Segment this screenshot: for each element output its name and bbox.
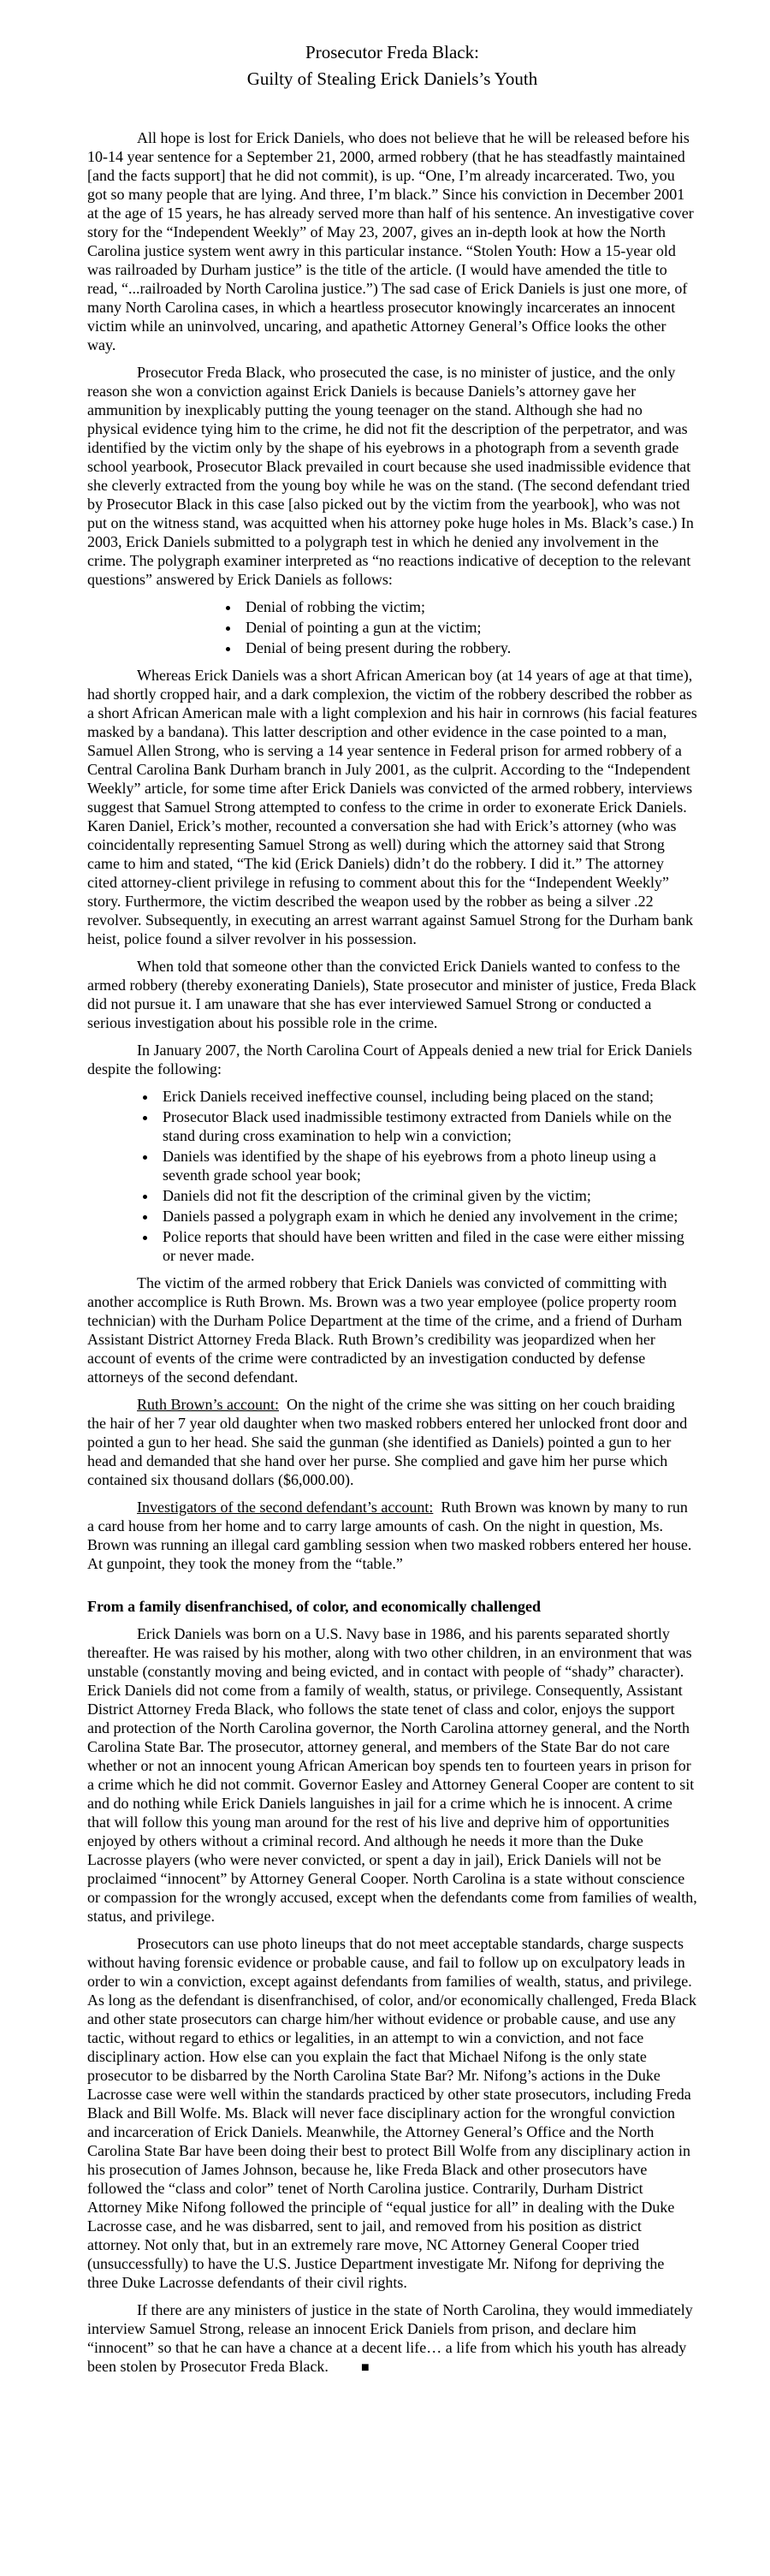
- paragraph-closing: [87, 2300, 697, 2377]
- end-of-article-mark: ■: [360, 2360, 370, 2375]
- ruth-brown-account-text: On the night of the crime she was sitting on her couch braiding the hair of her 7 year old daughter when two masked robbers entered her unlocked front door and pointed a gun to her head. She said the gunman (she identified as Daniels) pointed a gun to her head and demanded that she hand over her purse. She complied and gave him her purse which contained six thousand dollars ($6,000.00).: [87, 1396, 688, 1488]
- paragraph-family-background: Erick Daniels was born on a U.S. Navy base in 1986, and his parents separated shortly thereafter. He was raised by his mother, along with two other children, in an environment that was unstable (constantly moving and being evicted, and in contact with people of “shady” character). Erick Daniels did not come from a family of wealth, status, or privilege. Consequently, Assistant District Attorney Freda Black, who follows the state tenet of class and color, enjoys the support and protection of the North Carolina governor, the North Carolina attorney general, and the North Carolina State Bar. The prosecutor, attorney general, and members of the State Bar do not care whether or not an innocent young African American boy spends ten to fourteen years in prison for a crime which he did not commit. Governor Easley and Attorney General Cooper are content to sit and do nothing while Erick Daniels languishes in jail for a crime which he is innocent. A crime that will follow this young man around for the rest of his live and deprive him of opportunities enjoyed by others without a criminal record. And although he needs it more than the Duke Lacrosse players (who were never convicted, or spent a day in jail), Erick Daniels will not be proclaimed “innocent” by Attorney General Cooper. North Carolina is a state without conscience or compassion for the wrongly accused, except when the defendants come from families of wealth, status, and privilege.: [87, 1625, 697, 1925]
- paragraph-ruth-brown-account: [87, 1395, 697, 1489]
- paragraph-victim-ruth-brown: The victim of the armed robbery that Erick Daniels was convicted of committing with another accomplice is Ruth Brown. Ms. Brown was a two year employee (police property room technician) with the Durham Police Department at the time of the crime, and a friend of Durham Assistant District Attorney Freda Black. Ruth Brown’s credibility was jeopardized when her account of events of the crime were contradicted by an investigation conducted by defense attorneys of the second defendant.: [87, 1274, 683, 1386]
- title-line-1: Prosecutor Freda Black:: [305, 42, 479, 62]
- bullet-item: • Police reports that should have been written and filed in the case were either missing or never made.: [157, 1227, 697, 1265]
- paragraph-appeals-denied: In January 2007, the North Carolina Court of Appeals denied a new trial for Erick Daniels despite the following:: [87, 1042, 692, 1077]
- investigators-account-lead: Investigators of the second defendant’s account:: [137, 1499, 434, 1516]
- ruth-brown-account-lead: Ruth Brown’s account:: [137, 1396, 279, 1413]
- bullet-item: • Denial of robbing the victim;: [240, 597, 697, 616]
- paragraph-prosecutor-standards: Prosecutors can use photo lineups that do not meet acceptable standards, charge suspects without having forensic evidence or probable cause, and fail to follow up on exculpatory leads in order to win a conviction, except against defendants from families of wealth, status, and privilege. As long as the defendant is disenfranchised, of color, and/or economically challenged, Freda Black and other state prosecutors can charge him/her without evidence or probable cause, and use any tactic, without regard to ethics or legalities, in an attempt to win a conviction, and not face disciplinary action. How else can you explain the fact that Michael Nifong is the only state prosecutor to be disbarred by the North Carolina State Bar? Mr. Nifong’s actions in the Duke Lacrosse case were well within the standards practiced by other state prosecutors, including Freda Black and Bill Wolfe. Ms. Black will never face disciplinary action for the wrongful conviction and incarceration of Erick Daniels. Meanwhile, the Attorney General’s Office and the North Carolina State Bar have been doing their best to protect Bill Wolfe from any disciplinary action in his prosecution of James Johnson, because he, like Freda Black and other prosecutors have followed the “class and color” tenet of North Carolina justice. Contrarily, Durham District Attorney Mike Nifong followed the principle of “equal justice for all” in dealing with the Duke Lacrosse case, and he was disbarred, sent to jail, and removed from his position as district attorney. Not only that, but in an extremely rare move, NC Attorney General Cooper tried (unsuccessfully) to have the U.S. Justice Department investigate Mr. Nifong for depriving the three Duke Lacrosse defendants of their civil rights.: [87, 1935, 697, 2291]
- polygraph-denial-list: [87, 597, 697, 657]
- paragraph-description-strong: Whereas Erick Daniels was a short African American boy (at 14 years of age at that time), had shortly cropped hair, and a dark complexion, the victim of the robbery described the robber as a short African American male with a light complexion and his hair in cornrows (his facial features masked by a bandana). This latter description and other evidence in the case pointed to a man, Samuel Allen Strong, who is serving a 14 year sentence in Federal prison for armed robbery of a Central Carolina Bank Durham branch in July 2001, as the culprit. According to the “Independent Weekly” article, for some time after Erick Daniels was convicted of the armed robbery, interviews suggest that Samuel Strong attempted to confess to the crime in order to exonerate Erick Daniels. Karen Daniel, Erick’s mother, recounted a conversation she had with Erick’s attorney (who was coincidentally representing Samuel Strong as well) during which the attorney said that Strong came to him and stated, “The kid (Erick Daniels) didn’t do the robbery. I did it.” The attorney cited attorney-client privilege in refusing to comment about this for the “Independent Weekly” story. Furthermore, the victim described the weapon used by the robber as being a silver .22 revolver. Subsequently, in executing an arrest warrant against Samuel Strong for the Durham bank heist, police found a silver revolver in his possession.: [87, 667, 697, 947]
- bullet-item: • Daniels did not fit the description of the criminal given by the victim;: [157, 1186, 697, 1205]
- paragraph-confession-ignored: When told that someone other than the convicted Erick Daniels wanted to confess to the armed robbery (thereby exonerating Daniels), State prosecutor and minister of justice, Freda Black did not pursue it. I am unaware that she has ever interviewed Samuel Strong or conducted a serious investigation about his possible role in the crime.: [87, 958, 696, 1031]
- bullet-item: • Denial of being present during the robbery.: [240, 638, 697, 657]
- bullet-item: • Daniels was identified by the shape of his eyebrows from a photo lineup using a seventh grade school year book;: [157, 1147, 697, 1184]
- title-line-2: Guilty of Stealing Erick Daniels’s Youth: [246, 68, 538, 89]
- bullet-item: • Daniels passed a polygraph exam in which he denied any involvement in the crime;: [157, 1207, 697, 1226]
- paragraph-investigators-account: [87, 1498, 697, 1573]
- bullet-item: • Denial of pointing a gun at the victim;: [240, 618, 697, 637]
- bullet-item: • Erick Daniels received ineffective counsel, including being placed on the stand;: [157, 1087, 697, 1106]
- appeal-grounds-list: [87, 1087, 697, 1265]
- investigators-account-text: Ruth Brown was known by many to run a card house from her home and to carry large amounts of cash. On the night in question, Ms. Brown was running an illegal card gambling session when two masked robbers entered her house. At gunpoint, they took the money from the “table.”: [87, 1499, 692, 1572]
- bullet-item: • Prosecutor Black used inadmissible testimony extracted from Daniels while on the stand during cross examination to help win a conviction;: [157, 1107, 697, 1145]
- document-title: [87, 39, 697, 92]
- paragraph-intro: All hope is lost for Erick Daniels, who does not believe that he will be released before his 10-14 year sentence for a September 21, 2000, armed robbery (that he has steadfastly maintained [and the facts support] that he did not commit), is up. “One, I’m already incarcerated. Two, you got so many people that are lying. And three, I’m black.” Since his conviction in December 2001 at the age of 15 years, he has already served more than half of his sentence. An investigative cover story for the “Independent Weekly” of May 23, 2007, gives an in-depth look at how the North Carolina justice system went awry in this particular instance. “Stolen Youth: How a 15-year old was railroaded by Durham justice” is the title of the article. (I would have amended the title to read, “...railroaded by North Carolina justice.”) The sad case of Erick Daniels is just one more, of many North Carolina cases, in which a heartless prosecutor knowingly incarcerates an innocent victim while an uninvolved, uncaring, and apathetic Attorney General’s Office looks the other way.: [87, 129, 694, 353]
- closing-text: If there are any ministers of justice in the state of North Carolina, they would immediately interview Samuel Strong, release an innocent Erick Daniels from prison, and declare him “innocent” so that he can have a chance at a decent life… a life from which his youth has already been stolen by Prosecutor Freda Black.: [87, 2301, 693, 2375]
- paragraph-prosecutor-black: Prosecutor Freda Black, who prosecuted the case, is no minister of justice, and the only reason she won a conviction against Erick Daniels is because Daniels’s attorney gave her ammunition by inexplicably putting the young teenager on the stand. Although she had no physical evidence tying him to the crime, he did not fit the description of the perpetrator, and was identified by the victim only by the shape of his eyebrows in a photograph from a seventh grade school yearbook, Prosecutor Black prevailed in court because she used inadmissible evidence that she cleverly extracted from the young boy while he was on the stand. (The second defendant tried by Prosecutor Black in this case [also picked out by the victim from the yearbook], who was not put on the witness stand, was acquitted when his attorney poke huge holes in Ms. Black’s case.) In 2003, Erick Daniels submitted to a polygraph test in which he denied any involvement in the crime. The polygraph examiner interpreted as “no reactions indicative of deception to the relevant questions” answered by Erick Daniels as follows:: [87, 364, 694, 588]
- section-heading-family: From a family disenfranchised, of color, and economically challenged: [87, 1598, 541, 1615]
